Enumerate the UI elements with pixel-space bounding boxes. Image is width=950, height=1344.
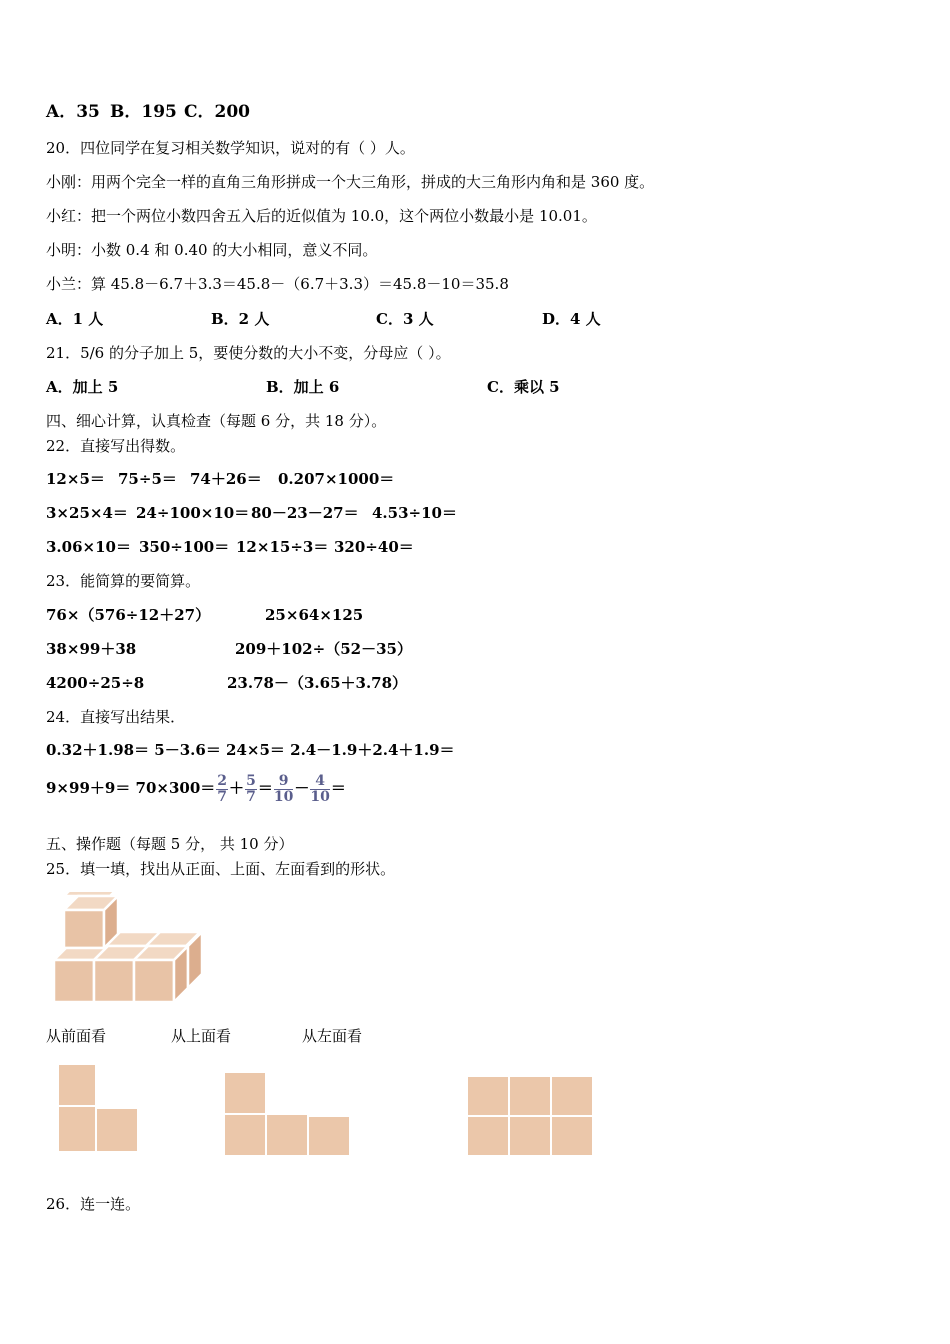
cube-front-face — [94, 960, 134, 1002]
q24-row-2 — [46, 768, 346, 808]
q23-item: 76×（576÷12＋27） — [46, 606, 211, 624]
q23-item: 23.78－（3.65＋3.78） — [227, 674, 408, 692]
q23-item: 38×99＋38 — [46, 640, 137, 658]
q22-item: 12×15÷3＝ — [236, 538, 329, 556]
view-square — [551, 1076, 593, 1116]
q20-option-d: D．4 人 — [542, 310, 601, 328]
cube-front-face — [134, 960, 174, 1002]
q21-option-b: B．加上 6 — [266, 378, 340, 396]
q21-option-c: C．乘以 5 — [487, 378, 560, 396]
q23-item: 4200÷25÷8 — [46, 674, 145, 692]
q20-statement-xiaolan: 小兰：算 45.8－6.7＋3.3＝45.8－（6.7＋3.3）＝45.8－10＝35.8 — [46, 275, 509, 293]
view-shape-c — [465, 1074, 595, 1158]
q21-stem: 21．5/6 的分子加上 5，要使分数的大小不变，分母应（ ）。 — [46, 344, 451, 362]
denominator: 10 — [310, 788, 330, 805]
q20-option-c: C．3 人 — [376, 310, 434, 328]
q21-option-a: A．加上 5 — [46, 378, 119, 396]
view-square — [509, 1076, 551, 1116]
equals-sign: ＝ — [257, 779, 273, 797]
q20-statement-xiaogang: 小刚：用两个完全一样的直角三角形拼成一个大三角形，拼成的大三角形内角和是 360 度。 — [46, 173, 655, 191]
q22-item: 12×5＝ — [46, 470, 105, 488]
view-square — [509, 1116, 551, 1156]
equals-sign: ＝ — [330, 779, 346, 797]
view-square — [58, 1064, 96, 1106]
view-square — [308, 1116, 350, 1156]
q22-item: 3.06×10＝ — [46, 538, 131, 556]
view-square — [224, 1114, 266, 1156]
q22-item: 0.207×1000＝ — [278, 470, 395, 488]
fraction — [216, 774, 228, 805]
cube-front-face — [54, 960, 94, 1002]
q19-option-b: B．195 — [110, 102, 177, 122]
q20-stem: 20．四位同学在复习相关数学知识，说对的有（ ）人。 — [46, 139, 415, 157]
q22-item: 3×25×4＝ — [46, 504, 128, 522]
denominator: 7 — [217, 788, 228, 805]
q19-option-c: C．200 — [184, 102, 251, 122]
q24-stem: 24．直接写出结果． — [46, 708, 186, 726]
fraction — [310, 774, 329, 805]
q23-stem: 23．能简算的要简算。 — [46, 572, 201, 590]
section-5-heading: 五、操作题（每题 5 分， 共 10 分） — [46, 835, 294, 853]
view-square — [58, 1106, 96, 1152]
q24-row-1: 0.32＋1.98＝ 5－3.6＝ 24×5＝ 2.4－1.9＋2.4＋1.9＝ — [46, 741, 455, 759]
front-view-label: 从前面看 — [46, 1027, 107, 1045]
denominator: 7 — [246, 788, 256, 805]
cube-front-face — [64, 910, 104, 948]
fraction — [274, 774, 293, 805]
top-view-label: 从上面看 — [171, 1027, 232, 1045]
q20-option-a: A．1 人 — [46, 310, 104, 328]
plus-sign: ＋ — [229, 779, 245, 797]
left-view-label: 从左面看 — [302, 1027, 363, 1045]
q22-item: 4.53÷10＝ — [372, 504, 457, 522]
q22-item: 80－23－27＝ — [251, 504, 359, 522]
q24-row-2-text: 9×99＋9＝ 70×300＝ — [46, 779, 216, 797]
q23-item: 25×64×125 — [265, 606, 364, 624]
q22-stem: 22．直接写出得数。 — [46, 437, 186, 455]
fraction — [245, 774, 257, 805]
view-square — [551, 1116, 593, 1156]
section-4-heading: 四、细心计算，认真检查（每题 6 分，共 18 分）。 — [46, 412, 387, 430]
q22-item: 74＋26＝ — [190, 470, 262, 488]
numerator: 9 — [274, 774, 293, 790]
view-square — [266, 1114, 308, 1156]
q25-stem: 25．填一填，找出从正面、上面、左面看到的形状。 — [46, 860, 396, 878]
q22-item: 320÷40＝ — [334, 538, 414, 556]
numerator: 4 — [310, 774, 329, 790]
numerator: 5 — [246, 772, 256, 789]
q22-item: 75÷5＝ — [118, 470, 177, 488]
view-square — [467, 1076, 509, 1116]
minus-sign: － — [294, 779, 310, 797]
q26-stem: 26．连一连。 — [46, 1195, 141, 1213]
q22-item: 24÷100×10＝ — [136, 504, 250, 522]
q22-item: 350÷100＝ — [139, 538, 230, 556]
q23-item: 209＋102÷（52－35） — [235, 640, 412, 658]
q20-statement-xiaohong: 小红：把一个两位小数四舍五入后的近似值为 10.0，这个两位小数最小是 10.01。 — [46, 207, 597, 225]
cube-stack-figure — [46, 892, 206, 1004]
q20-statement-xiaoming: 小明：小数 0.4 和 0.40 的大小相同，意义不同。 — [46, 241, 378, 259]
q19-option-a: A．35 — [46, 102, 100, 122]
view-square — [467, 1116, 509, 1156]
denominator: 10 — [273, 788, 294, 805]
view-shape-a — [56, 1062, 142, 1156]
view-square — [96, 1108, 138, 1152]
q20-option-b: B．2 人 — [211, 310, 270, 328]
numerator: 2 — [217, 772, 228, 789]
view-square — [224, 1072, 266, 1114]
view-shape-b — [222, 1070, 352, 1160]
